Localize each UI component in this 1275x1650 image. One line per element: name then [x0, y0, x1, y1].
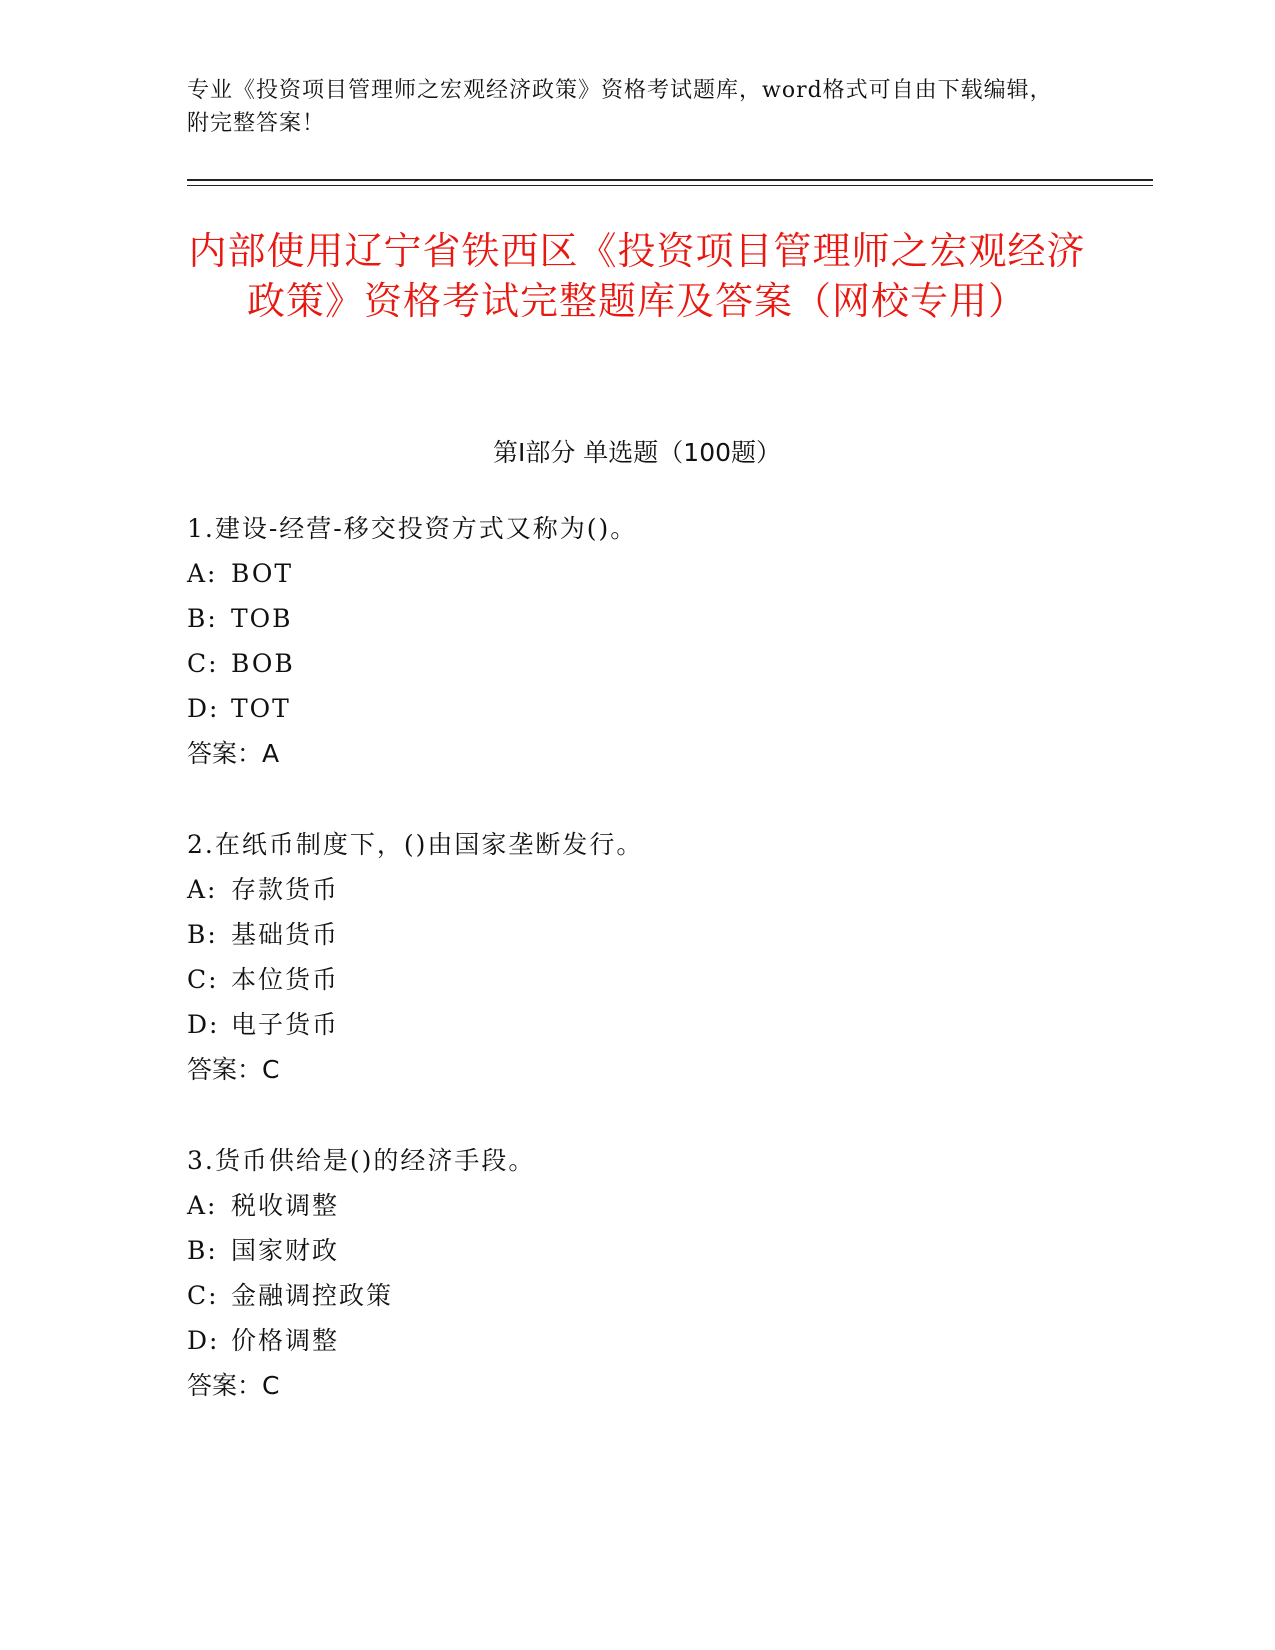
- header-divider-thick: [187, 179, 1153, 181]
- option-text: 国家财政: [231, 1236, 340, 1265]
- option-text: 电子货币: [231, 1010, 340, 1039]
- option-key: C:: [187, 965, 219, 994]
- option-b: [187, 596, 1087, 641]
- option-key: D:: [187, 694, 220, 723]
- question-item: [187, 506, 1087, 776]
- question-stem: 2.在纸币制度下，()由国家垄断发行。: [187, 830, 644, 859]
- option-key: C:: [187, 1281, 219, 1310]
- option-b: [187, 1228, 1087, 1273]
- option-d: [187, 686, 1087, 731]
- option-text: TOT: [231, 694, 291, 723]
- answer-line: 答案：C: [187, 1055, 280, 1084]
- option-a: [187, 867, 1087, 912]
- header-note: 专业《投资项目管理师之宏观经济政策》资格考试题库，word格式可自由下载编辑，附完整答案！: [187, 78, 1053, 136]
- option-text: 价格调整: [231, 1326, 340, 1355]
- option-key: A:: [187, 559, 218, 588]
- option-text: 存款货币: [231, 875, 340, 904]
- option-text: BOT: [231, 559, 294, 588]
- option-key: A:: [187, 875, 218, 904]
- option-key: D:: [187, 1326, 220, 1355]
- option-key: B:: [187, 604, 218, 633]
- question-item: [187, 1138, 1087, 1408]
- option-text: BOB: [231, 649, 295, 678]
- option-key: B:: [187, 1236, 218, 1265]
- option-a: [187, 551, 1087, 596]
- option-c: [187, 641, 1087, 686]
- option-a: [187, 1183, 1087, 1228]
- option-text: 金融调控政策: [231, 1281, 394, 1310]
- question-item: [187, 822, 1087, 1092]
- option-key: D:: [187, 1010, 220, 1039]
- option-text: 本位货币: [231, 965, 340, 994]
- document-title: 内部使用辽宁省铁西区《投资项目管理师之宏观经济政策》资格考试完整题库及答案（网校专用）: [188, 229, 1086, 323]
- option-d: [187, 1318, 1087, 1363]
- option-c: [187, 957, 1087, 1002]
- option-c: [187, 1273, 1087, 1318]
- header-divider-thin: [187, 185, 1153, 186]
- option-d: [187, 1002, 1087, 1047]
- question-stem: 3.货币供给是()的经济手段。: [187, 1146, 536, 1175]
- option-text: 税收调整: [231, 1191, 340, 1220]
- answer-line: 答案：A: [187, 739, 280, 768]
- option-text: 基础货币: [231, 920, 340, 949]
- option-key: A:: [187, 1191, 218, 1220]
- option-text: TOB: [231, 604, 293, 633]
- option-b: [187, 912, 1087, 957]
- option-key: C:: [187, 649, 219, 678]
- option-key: B:: [187, 920, 218, 949]
- section-heading: 第Ⅰ部分 单选题（100题）: [492, 438, 782, 467]
- question-stem: 1.建设-经营-移交投资方式又称为()。: [187, 514, 638, 543]
- answer-line: 答案：C: [187, 1371, 280, 1400]
